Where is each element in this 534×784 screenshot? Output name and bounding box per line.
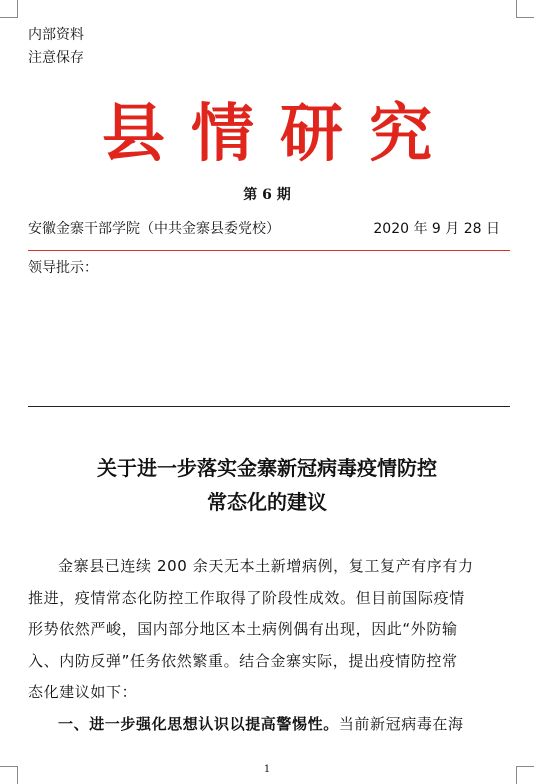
red-divider [28,250,510,251]
keep-safe-label: 注意保存 [28,50,84,66]
body-line: 形势依然严峻，国内部分地区本土病例偶有出现，因此“外防输 [28,620,458,638]
publisher: 安徽金寨干部学院（中共金寨县委党校） [28,221,280,237]
body-line: 推进，疫情常态化防控工作取得了阶段性成效。但目前国际疫情 [28,588,465,607]
confidential-label: 内部资料 [28,27,84,43]
body-line: 金寨县已连续 200 余天无本土新增病例，复工复产有序有力 [58,557,474,575]
section1-heading: 一、进一步强化思想认识以提高警惕性。 [58,714,339,733]
crop-mark-top-right [516,0,534,18]
crop-mark-top-left [0,0,18,18]
section1-text: 当前新冠病毒在海 [338,714,464,733]
article-title-line1: 关于进一步落实金寨新冠病毒疫情防控 [97,456,437,480]
article-body [28,551,510,740]
body-line: 入、内防反弹”任务依然繁重。结合金寨实际，提出疫情防控常 [28,651,458,670]
black-divider [28,406,510,407]
issue-number: 第 6 期 [243,187,291,203]
masthead-title: 县情研究 [102,96,458,170]
body-line: 态化建议如下： [28,683,138,701]
section1-line [28,709,510,741]
publish-date: 2020 年 9 月 28 日 [373,221,500,237]
page-number: 1 [263,764,271,775]
article-title-line2: 常态化的建议 [207,490,327,514]
leader-comment-label: 领导批示： [28,260,98,276]
